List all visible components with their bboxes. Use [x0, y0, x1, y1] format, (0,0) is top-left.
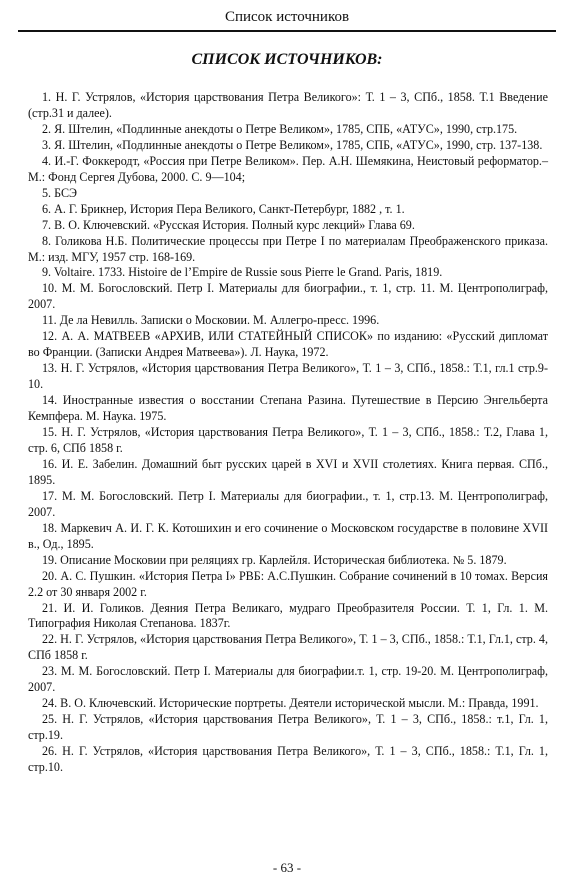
reference-item: 17. М. М. Богословский. Петр I. Материалы для биографии., т. 1, стр.13. М. Центрополиграф, 2007. [28, 488, 548, 519]
reference-item: 26. Н. Г. Устрялов, «История царствования Петра Великого», Т. 1 – 3, СПб., 1858.: Т.1, Гл. 1, стр.10. [28, 744, 548, 775]
reference-item: 4. И.-Г. Фоккеродт, «Россия при Петре Великом». Пер. А.Н. Шемякина, Неистовый реформатор.– М.: Фонд Сергея Дубова, 2000. С. 9—104; [28, 153, 548, 184]
reference-item: 16. И. Е. Забелин. Домашний быт русских царей в XVI и XVII столетиях. Книга первая. СПб., 1895. [28, 456, 548, 487]
reference-item: 7. В. О. Ключевский. «Русская История. Полный курс лекций» Глава 69. [42, 217, 415, 232]
reference-item: 12. А. А. МАТВЕЕВ «АРХИВ, ИЛИ СТАТЕЙНЫЙ СПИСОК» по изданию: «Русский дипломат во Франции. (Записки Андрея Матвеева»). Л. Наука, 1972. [28, 329, 548, 360]
reference-item: 13. Н. Г. Устрялов, «История царствования Петра Великого», Т. 1 – 3, СПб., 1858.: Т.1, гл.1 стр.9-10. [28, 361, 548, 392]
header-rule [18, 30, 556, 32]
page-title: СПИСОК ИСТОЧНИКОВ: [191, 51, 383, 68]
reference-item: 23. М. М. Богословский. Петр I. Материалы для биографии.т. 1, стр. 19-20. М. Центрополиграф, 2007. [28, 664, 548, 695]
reference-item: 20. А. С. Пушкин. «История Петра I» РВБ: А.С.Пушкин. Собрание сочинений в 10 томах. Версия 2.2 от 30 января 2002 г. [28, 568, 548, 599]
reference-item: 6. А. Г. Брикнер, История Пера Великого, Санкт-Петербург, 1882 , т. 1. [42, 201, 405, 216]
reference-item: 11. Де ла Невилль. Записки о Московии. М. Аллегро-пресс. 1996. [42, 313, 380, 328]
reference-item: 25. Н. Г. Устрялов, «История царствования Петра Великого», Т. 1 – 3, СПб., 1858.: т.1, Гл. 1, стр.19. [28, 712, 548, 743]
reference-item: 1. Н. Г. Устрялов, «История царствования Петра Великого»: Т. 1 – 3, СПб., 1858. Т.1 Введение (стр.31 и далее). [28, 90, 548, 120]
page-number: - 63 - [272, 860, 302, 875]
reference-item: 5. БСЭ [42, 185, 78, 200]
reference-item: 10. М. М. Богословский. Петр I. Материалы для биографии., т. 1, стр. 11. М. Центрополиграф, 2007. [28, 281, 548, 312]
reference-item: 18. Маркевич А. И. Г. К. Котошихин и его сочинение о Московском государстве в половине XVII в., Од., 1895. [28, 520, 548, 551]
reference-item: 9. Voltaire. 1733. Histoire de l’Empire de Russie sous Pierre le Grand. Paris, 1819. [42, 265, 443, 280]
reference-item: 2. Я. Штелин, «Подлинные анекдоты о Петре Великом», 1785, СПБ, «АТУС», 1990, стр.175. [42, 121, 518, 136]
reference-item: 19. Описание Московии при реляциях гр. Карлейля. Историческая библиотека. № 5. 1879. [42, 552, 507, 567]
reference-item: 3. Я. Штелин, «Подлинные анекдоты о Петре Великом», 1785, СПБ, «АТУС», 1990, стр. 137-138. [42, 137, 543, 152]
reference-item: 14. Иностранные известия о восстании Степана Разина. Путешествие в Персию Энгельберта Кемпфера. М. Наука. 1975. [28, 393, 548, 424]
reference-item: 15. Н. Г. Устрялов, «История царствования Петра Великого», Т. 1 – 3, СПб., 1858.: Т.2, Глава 1, стр. 6, СПб 1858 г. [28, 425, 548, 455]
reference-item: 21. И. И. Голиков. Деяния Петра Великаго, мудраго Преобразителя России. Т. 1, Гл. 1. М. Типография Николая Степанова. 1837г. [28, 600, 548, 631]
reference-list [28, 90, 548, 776]
reference-item: 22. Н. Г. Устрялов, «История царствования Петра Великого», Т. 1 – 3, СПб., 1858.: Т.1, Гл.1, стр. 4, СПб 1858 г. [28, 632, 548, 663]
reference-item: 8. Голикова Н.Б. Политические процессы при Петре I по материалам Преображенского приказа. М.: изд. МГУ, 1957 стр. 168-169. [28, 233, 548, 264]
reference-item: 24. В. О. Ключевский. Исторические портреты. Деятели исторической мысли. М.: Правда, 1991. [42, 696, 539, 711]
running-head: Список источников [224, 9, 350, 25]
